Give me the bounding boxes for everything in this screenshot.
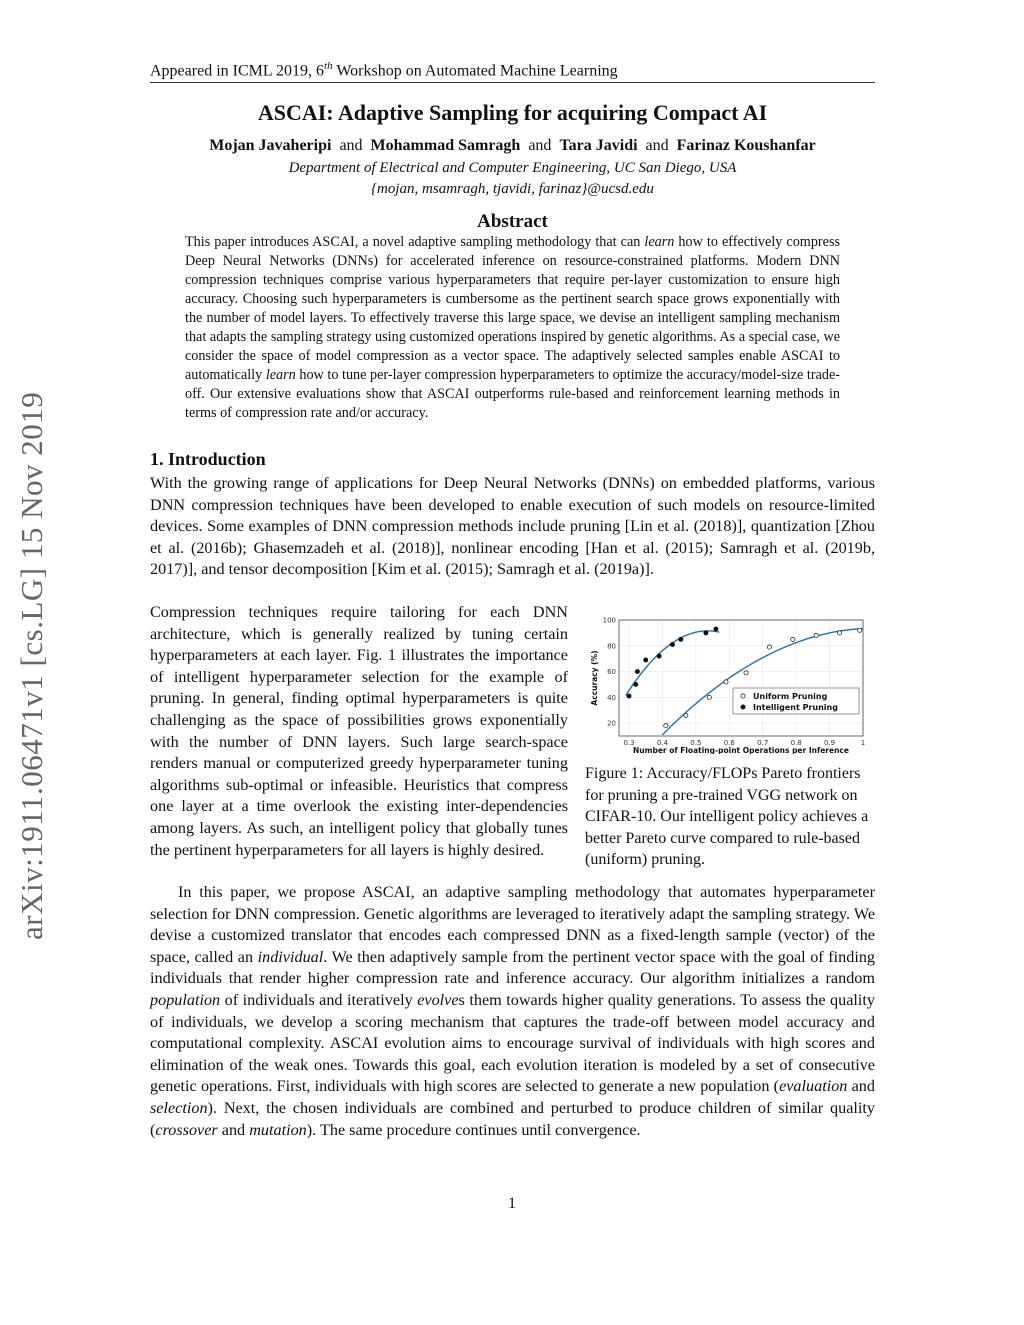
x-tick-label: 0.9 xyxy=(824,739,836,747)
figure-1-caption: Figure 1: Accuracy/FLOPs Pareto frontiers for pruning a pre-trained VGG network on CIFAR-10. Our intelligent policy achieves a better Pareto curve compared to rule-based (uniform) pruning. xyxy=(585,765,869,869)
x-tick-label: 0.5 xyxy=(690,739,702,747)
uniform-pruning-point xyxy=(744,671,748,675)
y-tick-label: 80 xyxy=(607,642,616,651)
intelligent-pruning-point xyxy=(644,658,648,662)
affiliation: Department of Electrical and Computer Engineering, UC San Diego, USA xyxy=(288,160,737,176)
intelligent-pruning-point xyxy=(670,642,674,646)
y-tick-label: 40 xyxy=(607,693,616,702)
arxiv-stamp: arXiv:1911.06471v1 [cs.LG] 15 Nov 2019 xyxy=(14,391,49,940)
intro-paragraph-left: Compression techniques require tailoring for each DNN architecture, which is generally realized by tuning certain hyperparameters at each layer. Fig. 1 illustrates the importance of intelligent hyperparameter selection for the example of pruning. In general, finding optimal hyperparameters is quite challenging as the space of possibilities grows exponentially with the number of DNN layers. Such large search-space renders manual or computerized greedy hyperparameter tuning algorithms sub-optimal or infeasible. Heuristics that compress one layer at a time overlook the existing inter-dependencies among layers. As such, an intelligent policy that globally tunes the pertinent hyperparameters for all layers is highly desired. xyxy=(150,603,568,859)
abstract-heading: Abstract xyxy=(477,211,548,232)
legend-label: Uniform Pruning xyxy=(753,692,828,701)
abstract-body: This paper introduces ASCAI, a novel adaptive sampling methodology that can learn how to effectively compress Deep Neural Networks (DNNs) for accelerated inference on resource-constrained platforms. Modern DNN compression techniques comprise various hyperparameters that require per-layer customization to ensure high accuracy. Choosing such hyperparameters is cumbersome as the pertinent search space grows exponentially with the number of model layers. To effectively traverse this large space, we devise an intelligent sampling mechanism that adapts the sampling strategy using customized operations inspired by genetic algorithms. As a special case, we consider the space of model compression as a vector space. The adaptively selected samples enable ASCAI to automatically learn how to tune per-layer compression hyperparameters to optimize the accuracy/model-size trade-off. Our extensive evaluations show that ASCAI outperforms rule-based and reinforcement learning methods in terms of compression rate and/or accuracy. xyxy=(185,234,840,421)
author-4: Farinaz Koushanfar xyxy=(676,137,816,154)
figure-1-chart xyxy=(585,614,875,754)
uniform-pruning-point xyxy=(838,631,842,635)
trend-curve-intelligent xyxy=(626,631,720,696)
paper-title: ASCAI: Adaptive Sampling for acquiring Compact AI xyxy=(257,100,768,125)
x-tick-label: 0.4 xyxy=(656,739,669,747)
section-heading-introduction: 1. Introduction xyxy=(150,449,266,469)
intelligent-pruning-point xyxy=(634,682,638,686)
plot-frame xyxy=(619,620,863,736)
y-tick-label: 100 xyxy=(602,616,616,625)
x-tick-label: 0.7 xyxy=(757,739,769,747)
author-list: Mojan Javaheripi and Mohammad Samragh and Tara Javidi and Farinaz Koushanfar xyxy=(209,137,816,154)
y-tick-label: 60 xyxy=(607,668,616,677)
uniform-pruning-point xyxy=(858,628,862,632)
uniform-pruning-point xyxy=(664,724,668,728)
uniform-pruning-point xyxy=(814,633,818,637)
y-tick-label: 20 xyxy=(607,719,616,728)
author-1: Mojan Javaheripi xyxy=(209,137,332,154)
uniform-pruning-point xyxy=(724,680,728,684)
intelligent-pruning-point xyxy=(679,637,683,641)
legend-marker xyxy=(741,694,745,698)
intelligent-pruning-point xyxy=(657,654,661,658)
uniform-pruning-point xyxy=(767,645,771,649)
uniform-pruning-point xyxy=(707,695,711,699)
legend-marker xyxy=(741,705,745,709)
y-axis-label: Accuracy (%) xyxy=(590,650,599,706)
header-rule xyxy=(150,82,875,83)
x-tick-label: 1 xyxy=(860,739,866,747)
uniform-pruning-point xyxy=(791,637,795,641)
running-header: Appeared in ICML 2019, 6th Workshop on Automated Machine Learning xyxy=(150,60,618,80)
intelligent-pruning-point xyxy=(627,694,631,698)
x-tick-label: 0.6 xyxy=(723,739,735,747)
legend-label: Intelligent Pruning xyxy=(753,703,838,712)
author-3: Tara Javidi xyxy=(559,137,638,154)
intelligent-pruning-point xyxy=(704,631,708,635)
x-tick-label: 0.3 xyxy=(623,739,635,747)
x-tick-label: 0.8 xyxy=(790,739,802,747)
page-number: 1 xyxy=(508,1195,516,1212)
intelligent-pruning-point xyxy=(635,669,639,673)
intelligent-pruning-point xyxy=(714,627,718,631)
intro-paragraph-2: In this paper, we propose ASCAI, an adaptive sampling methodology that automates hyperparameter selection for DNN compression. Genetic algorithms are leveraged to iteratively adapt the sampling strategy. We devise a customized translator that encodes each compressed DNN as a fixed-length sample (vector) of the space, called an individual. We then adaptively sample from the pertinent vector space with the goal of finding individuals that render higher compression rate and inference accuracy. Our algorithm initializes a random population of individuals and iteratively evolves them towards higher quality generations. To assess the quality of individuals, we develop a scoring mechanism that captures the trade-off between model accuracy and computational complexity. ASCAI evolution aims to encourage survival of individuals with high scores and elimination of the weak ones. Towards this goal, each evolution iteration is modeled by a set of consecutive genetic operations. First, individuals with high scores are selected to generate a new population (evaluation and selection). Next, the chosen individuals are combined and perturbed to produce children of similar quality (crossover and mutation). The same procedure continues until convergence. xyxy=(150,883,876,1139)
author-2: Mohammad Samragh xyxy=(370,137,521,154)
email-line: {mojan, msamragh, tjavidi, farinaz}@ucsd.edu xyxy=(371,181,654,197)
intro-paragraph-1: With the growing range of applications for Deep Neural Networks (DNNs) on embedded platforms, various DNN compression techniques have been developed to enable execution of such models on resource-limited devices. Some examples of DNN compression methods include pruning [Lin et al. (2018)], quantization [Zhou et al. (2016b); Ghasemzadeh et al. (2018)], nonlinear encoding [Han et al. (2015); Samragh et al. (2019b, 2017)], and tensor decomposition [Kim et al. (2015); Samragh et al. (2019a)]. xyxy=(150,474,875,579)
uniform-pruning-point xyxy=(684,713,688,717)
x-axis-label: Number of Floating-point Operations per Inference xyxy=(633,746,849,754)
